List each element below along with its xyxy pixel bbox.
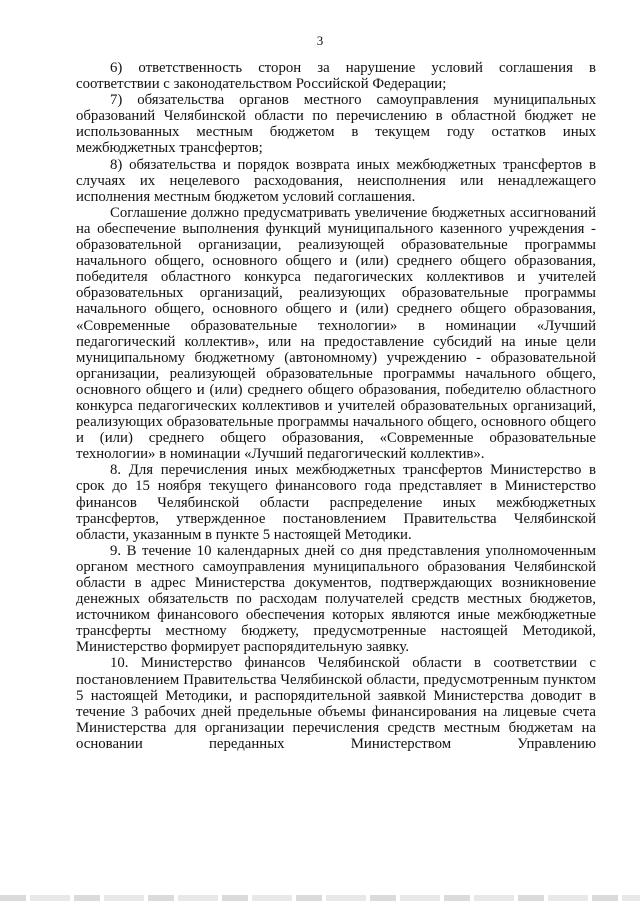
paragraph-item-8: 8) обязательства и порядок возврата иных межбюджетных трансфертов в случаях их нецелевого расходования, неисполнения или ненадлежащего исполнения местным бюджетом условий соглашения. [76, 156, 596, 205]
scan-bottom-edge [0, 895, 640, 901]
paragraph-clause-10: 10. Министерство финансов Челябинской области в соответствии с постановлением Правительства Челябинской области, предусмотренным пунктом 5 настоящей Методики, и распорядительной заявкой Министерства доводит в течение 3 рабочих дней предельные объемы финансирования на лицевые счета Министерства для организации перечисления средств местным бюджетам на основании переданных Министерством Управлению [76, 655, 596, 752]
paragraph-item-7: 7) обязательства органов местного самоуправления муниципальных образований Челябинской области по перечислению в областной бюджет не использованных местным бюджетом в текущем году остатков иных межбюджетных трансфертов; [76, 92, 596, 157]
paragraph-agreement: Соглашение должно предусматривать увеличение бюджетных ассигнований на обеспечение выполнения функций муниципального казенного учреждения - образовательной организации, реализующей образовательные программы начального общего, основного общего и (или) среднего общего образования, победителя областного конкурса педагогических коллективов и учителей образовательных организаций, реализующих образовательные программы начального общего, основного общего и (или) среднего общего образования, «Современные образовательные технологии» в номинации «Лучший педагогический коллектив», или на предоставление субсидий на иные цели муниципальному бюджетному (автономному) учреждению - образовательной организации, реализующей образовательные программы начального общего, основного общего и (или) среднего общего образования, победителю областного конкурса педагогических коллективов и учителей образовательных организаций, реализующих образовательные программы начального общего, основного общего и (или) среднего общего образования, «Современные образовательные технологии» в номинации «Лучший педагогический коллектив». [76, 204, 596, 463]
paragraph-clause-9: 9. В течение 10 календарных дней со дня представления уполномоченным органом местного самоуправления муниципального образования Челябинской области в адрес Министерства документов, подтверждающих возникновение денежных обязательств по расходам получателей средств местных бюджетов, источником финансового обеспечения которых являются иные межбюджетные трансферты местному бюджету, предусмотренные настоящей Методикой, Министерство формирует распорядительную заявку. [76, 542, 596, 656]
page-number: 3 [316, 33, 324, 48]
paragraph-item-6: 6) ответственность сторон за нарушение условий соглашения в соответствии с законодательством Российской Федерации; [76, 60, 596, 93]
paragraph-clause-8: 8. Для перечисления иных межбюджетных трансфертов Министерство в срок до 15 ноября текущего финансового года представляет в Министерство финансов Челябинской области распределение иных межбюджетных трансфертов, утвержденное постановлением Правительства Челябинской области, указанным в пункте 5 настоящей Методики. [76, 462, 596, 543]
document-body [76, 60, 596, 752]
